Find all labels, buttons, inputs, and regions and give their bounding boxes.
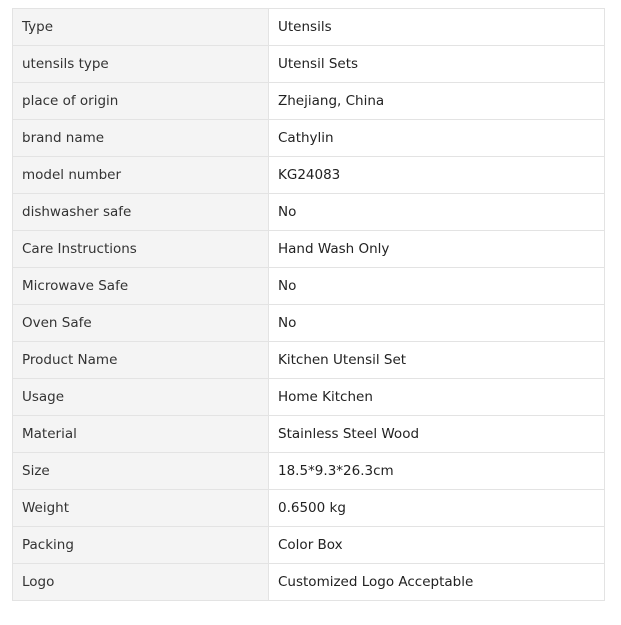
- spec-row-type: [13, 9, 605, 46]
- spec-row-packing: [13, 527, 605, 564]
- spec-value: Hand Wash Only: [269, 231, 605, 268]
- spec-key: place of origin: [13, 83, 269, 120]
- spec-value: 18.5*9.3*26.3cm: [269, 453, 605, 490]
- spec-row-brand-name: [13, 120, 605, 157]
- spec-row-place-of-origin: [13, 83, 605, 120]
- spec-row-model-number: [13, 157, 605, 194]
- spec-key: Packing: [13, 527, 269, 564]
- spec-value: No: [269, 268, 605, 305]
- spec-value: Kitchen Utensil Set: [269, 342, 605, 379]
- spec-key: model number: [13, 157, 269, 194]
- spec-key: Logo: [13, 564, 269, 601]
- spec-row-microwave-safe: [13, 268, 605, 305]
- spec-row-logo: [13, 564, 605, 601]
- spec-value: Utensil Sets: [269, 46, 605, 83]
- spec-key: brand name: [13, 120, 269, 157]
- spec-row-size: [13, 453, 605, 490]
- spec-value: Cathylin: [269, 120, 605, 157]
- spec-key: Oven Safe: [13, 305, 269, 342]
- spec-row-utensils-type: [13, 46, 605, 83]
- spec-key: dishwasher safe: [13, 194, 269, 231]
- spec-row-product-name: [13, 342, 605, 379]
- spec-value: No: [269, 305, 605, 342]
- spec-row-weight: [13, 490, 605, 527]
- spec-value: Color Box: [269, 527, 605, 564]
- spec-value: Home Kitchen: [269, 379, 605, 416]
- spec-value: Customized Logo Acceptable: [269, 564, 605, 601]
- spec-value: Zhejiang, China: [269, 83, 605, 120]
- spec-row-dishwasher-safe: [13, 194, 605, 231]
- spec-row-care-instructions: [13, 231, 605, 268]
- spec-value: Utensils: [269, 9, 605, 46]
- spec-key: Usage: [13, 379, 269, 416]
- spec-key: Microwave Safe: [13, 268, 269, 305]
- spec-key: utensils type: [13, 46, 269, 83]
- spec-value: 0.6500 kg: [269, 490, 605, 527]
- spec-value: No: [269, 194, 605, 231]
- spec-row-material: [13, 416, 605, 453]
- spec-key: Care Instructions: [13, 231, 269, 268]
- spec-table-body: [13, 9, 605, 601]
- spec-key: Product Name: [13, 342, 269, 379]
- spec-row-usage: [13, 379, 605, 416]
- spec-key: Size: [13, 453, 269, 490]
- spec-value: KG24083: [269, 157, 605, 194]
- spec-key: Weight: [13, 490, 269, 527]
- spec-value: Stainless Steel Wood: [269, 416, 605, 453]
- spec-row-oven-safe: [13, 305, 605, 342]
- spec-key: Material: [13, 416, 269, 453]
- spec-key: Type: [13, 9, 269, 46]
- product-spec-table: [12, 8, 605, 601]
